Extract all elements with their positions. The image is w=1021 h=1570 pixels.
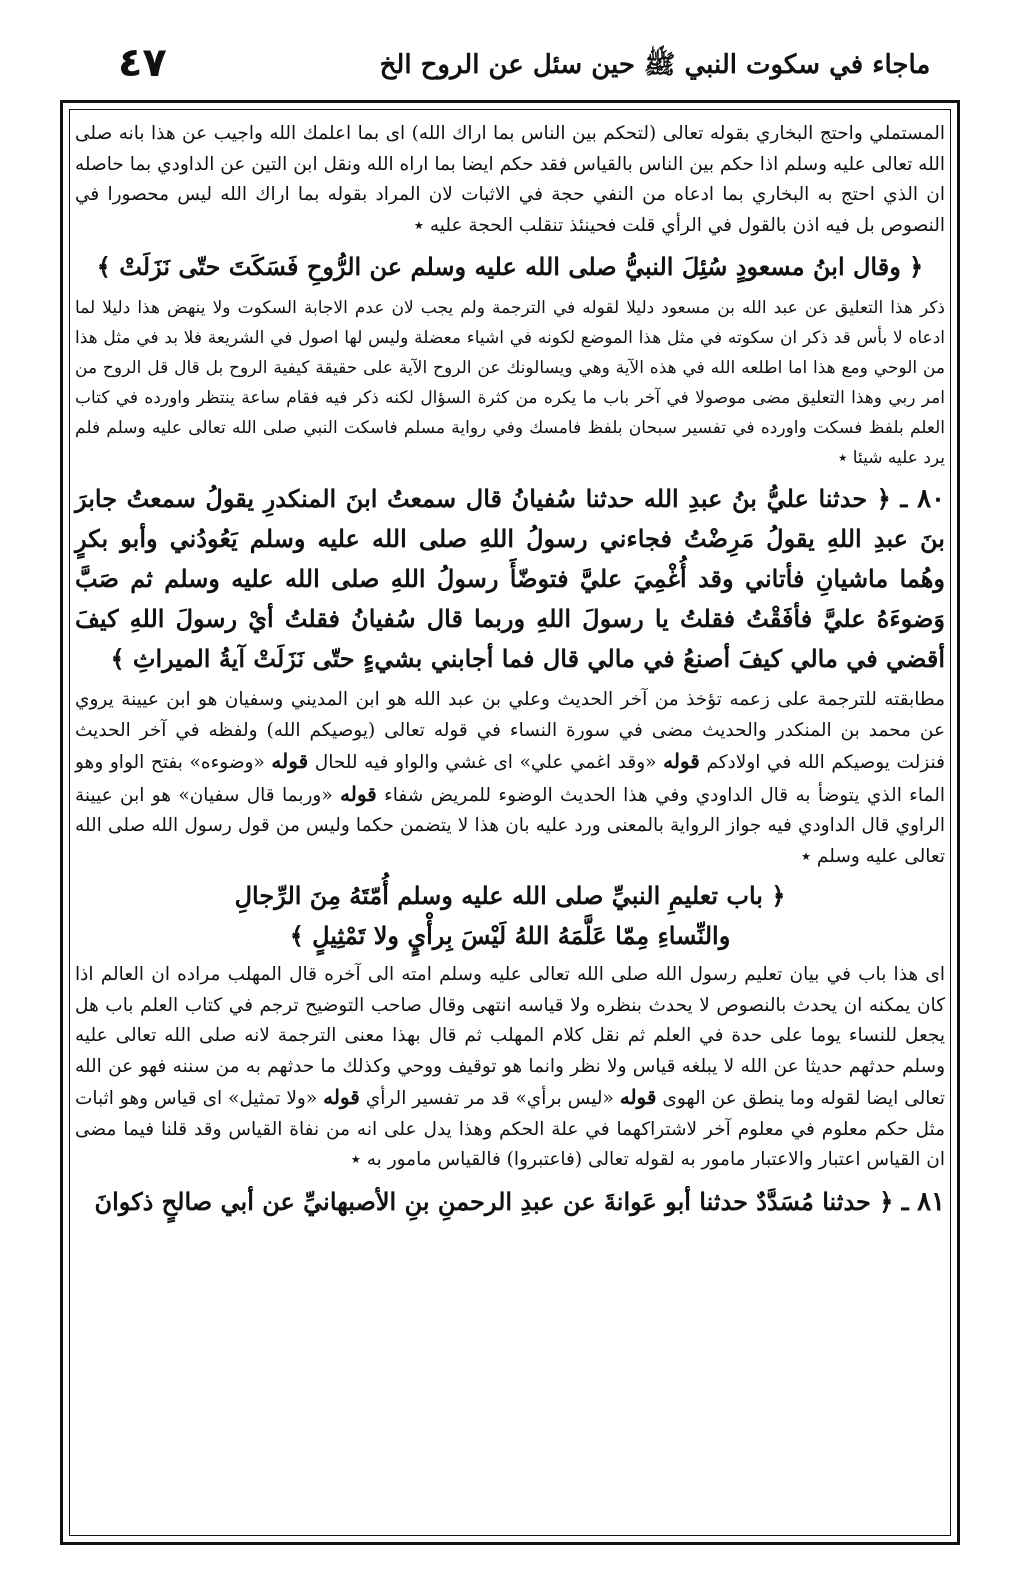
bab-heading-line: ﴿ باب تعليمِ النبيِّ صلى الله عليه وسلم أُمّتَهُ مِنَ الرِّجالِ xyxy=(234,881,786,910)
page-body xyxy=(75,119,945,1532)
hadith-text: عليُّ بنُ عبدِ الله حدثنا سُفيانُ قال سمعتُ ابنَ المنكدرِ يقولُ سمعتُ جابرَ بنَ عبدِ اللهِ يقولُ مَرِضْتُ فجاءني رسولُ اللهِ صلى الله عليه وسلم يَعُودُني وأبو بكرٍ وهُما ماشيانِ فأتاني وقد أُغْمِيَ عليَّ فتوضّأَ رسولُ اللهِ صلى الله عليه وسلم ثم صَبَّ وَضوءَهُ عليَّ فأفَقْتُ فقلتُ يا رسولَ اللهِ وربما قال سُفيانُ فقلتُ أيْ رسولَ اللهِ كيفَ أقضي في مالي كيفَ أصنعُ في مالي قال فما أجابني بشيءٍ حتّى نَزَلَتْ آيةُ الميراثِ ﴾ xyxy=(75,484,945,673)
commentary-paragraph: ذكر هذا التعليق عن عبد الله بن مسعود دليلا لقوله في الترجمة ولم يجب لان عدم الاجابة السكوت ولا ينهض هذا دليلا لما ادعاه لا بأس قد ذكر ان سكوته في مثل هذا الموضع لكونه في اشياء معضلة وليس لها اصول في الشريعة فلا بد في مثل هذا من الوحي ومع هذا اما اطلعه الله في هذه الآية وهي ويسالونك عن الروح الآية على حقيقة كيفية الروح بل قال قل الروح من امر ربي وهذا التعليق مضى موصولا في آخر باب ما يكره من كثرة السؤال لكنه ذكر فيه فقام ساعة ينتظر واورده في كتاب العلم بلفظ فسكت واورده في تفسير سبحان بلفظ فامسك وفي رواية مسلم فاسكت النبي صلى الله تعالى عليه وسلم فلم يرد عليه شيئا ٭ xyxy=(75,298,945,468)
bab-heading xyxy=(75,876,945,956)
commentary-paragraph xyxy=(75,685,945,872)
hadith-marker: ـ ﴿ حدثنا xyxy=(822,1186,909,1216)
hadith-number: ٨٠ xyxy=(917,484,945,514)
commentary-paragraph: المستملي واحتج البخاري بقوله تعالى (لتحكم بين الناس بما اراك الله) اى بما اعلمك الله واجيب عن هذا بانه صلى الله تعالى عليه وسلم اذا حكم بين الناس بالقياس فقد حكم ايضا بما اراه الله ونقل ابن التين عن الداودي بما حاصله ان الذي احتج به البخاري بما ادعاه من النفي حجة في الاثبات لان المراد بقوله بما اراك الله ليس محصورا في النصوص بل فيه اذن بالقول في الرأي قلت فحينئذ تنقلب الحجة عليه ٭ xyxy=(75,123,945,236)
commentary-text: «وضوءه» بفتح الواو وهو الماء الذي يتوضأ به قال الداودي وفي هذا الحديث الوضوء للمريض شفاء xyxy=(75,752,945,806)
commentary-text: «ولا تمثيل» اى قياس وهو اثبات مثل حكم معلوم في معلوم آخر لاشتراكهما في علة الحكم وهذا يدل على انه من نفاة القياس وقد قلنا فيما مضى ان القياس اعتبار والاعتبار مامور به لقوله تعالى (فاعتبروا) فالقياس مامور به ٭ xyxy=(75,1088,945,1170)
commentary-paragraph xyxy=(75,960,945,1176)
keyword-qawluhu: قوله xyxy=(663,749,700,773)
commentary-text: اى هذا باب في بيان تعليم رسول الله صلى الله تعالى عليه وسلم امته الى آخره قال المهلب مراده ان العالم اذا كان يمكنه ان يحدث بالنصوص لا يحدث بنظره ولا قياسه انتهى وقال صاحب التوضيح ترجم في كتاب العلم باب هل يجعل للنساء يوما على حدة في العلم ثم نقل كلام المهلب ثم قال بهذا معنى الترجمة لانه صلى الله تعالى عليه وسلم حدثهم حديثا عن الله لا يبلغه قياس ولا نظر وانما هو توقيف ووحي وكذلك ما حدثهم به من سننه فهو عن الله تعالى ايضا لقوله وما ينطق عن الهوى xyxy=(75,964,945,1109)
hadith-81 xyxy=(75,1182,945,1222)
commentary-text: «ليس برأي» قد مر تفسير الرأي xyxy=(365,1088,614,1109)
keyword-qawluhu: قوله xyxy=(340,781,377,806)
keyword-qawluhu: قوله xyxy=(271,749,309,773)
page-header xyxy=(60,40,960,100)
bab-heading-line: والنِّساءِ مِمّا عَلَّمَهُ اللهُ لَيْسَ بِرأْيٍ ولا تَمْثِيلٍ ﴾ xyxy=(289,921,731,950)
page-frame xyxy=(60,100,960,1545)
hadith-text: مُسَدَّدٌ حدثنا أبو عَوانةَ عن عبدِ الرحمنِ بنِ الأصبهانيِّ عن أبي صالحٍ ذكوانَ xyxy=(94,1186,814,1216)
commentary-text: «وقد اغمي علي» اى غشي والواو فيه للحال xyxy=(314,752,657,773)
commentary-text: «وربما قال سفيان» هو ابن عيينة الراوي قال الداودي فيه جواز الرواية بالمعنى ورد عليه بان هذا لا يتضمن حكما وليس من قول رسول الله صلى الله تعالى عليه وسلم ٭ xyxy=(75,784,945,867)
hadith-ibn-masud: ﴿ وقال ابنُ مسعودٍ سُئِلَ النبيُّ صلى الله عليه وسلم عن الرُّوحِ فَسَكَتَ حتّى نَزَلَتْ ﴾ xyxy=(96,252,924,281)
running-title: ماجاء في سكوت النبي ﷺ حين سئل عن الروح الخ xyxy=(379,50,931,80)
hadith-marker: ـ ﴿ حدثنا xyxy=(818,484,908,513)
hadith-80 xyxy=(75,479,945,679)
commentary-text: مطابقته للترجمة على زعمه تؤخذ من آخر الحديث وعلي بن عبد الله هو ابن المديني وسفيان هو ابن عيينة يروي عن محمد بن المنكدر والحديث مضى في سورة النساء في قوله تعالى (يوصيكم الله) ولفظه في آخر الحديث فنزلت يوصيكم الله في اولادكم xyxy=(75,689,945,773)
keyword-qawluhu: قوله xyxy=(619,1085,657,1109)
keyword-qawluhu: قوله xyxy=(323,1085,360,1109)
hadith-number: ٨١ xyxy=(917,1186,945,1217)
page-number: ٤٧ xyxy=(118,40,167,86)
